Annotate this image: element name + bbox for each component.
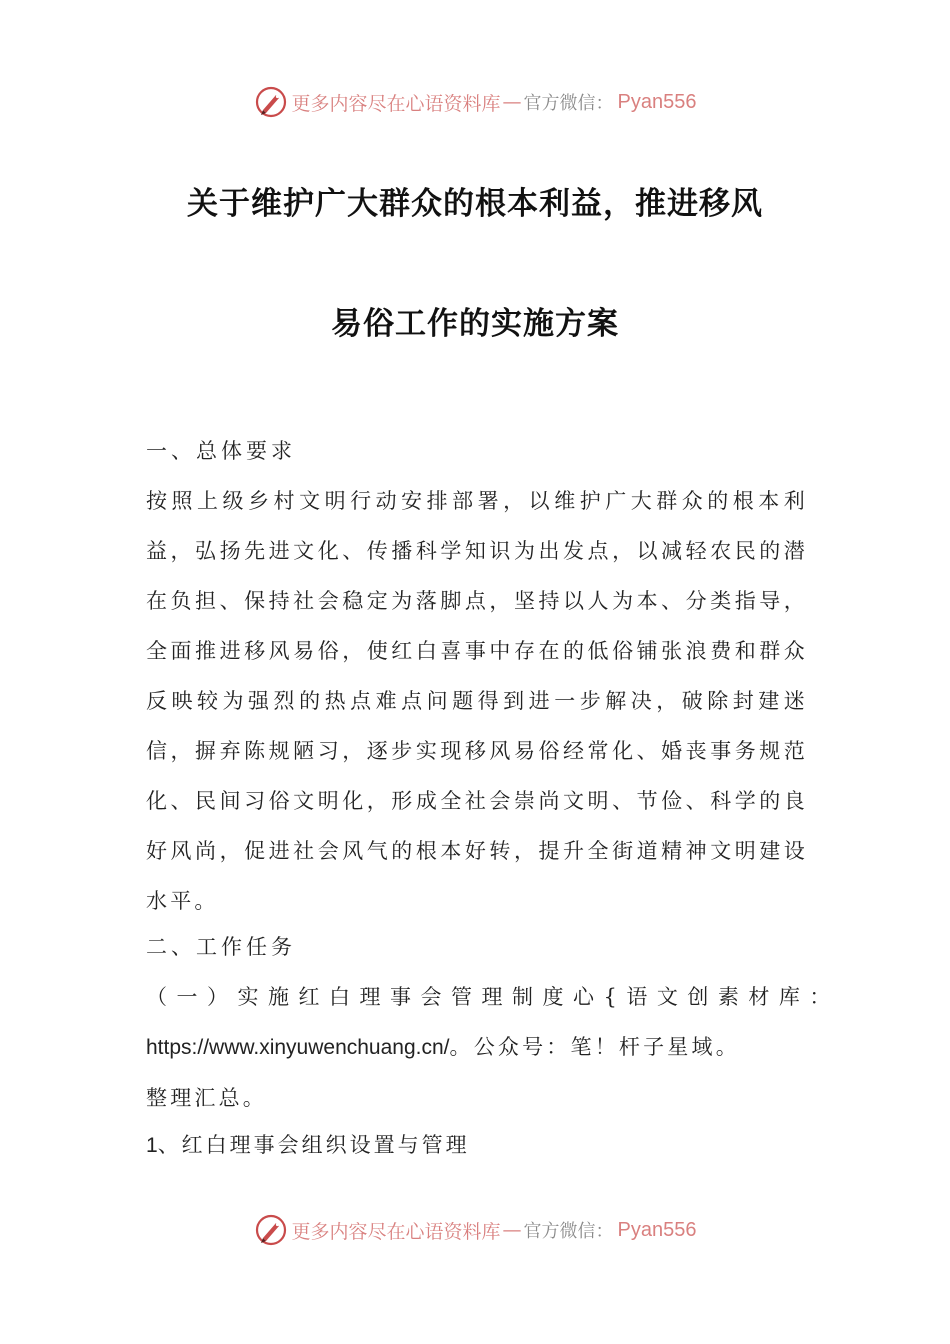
item-1-text: 、红白理事会组织设置与管理 [157,1133,470,1157]
banner-wechat-id: Pyan556 [617,1218,697,1241]
subsection-1-url[interactable]: https://www.xinyuwenchuang.cn/ [146,1036,450,1059]
banner-wechat-id: Pyan556 [617,90,697,113]
section-2-heading: 二、工作任务 [146,935,296,959]
banner-text: 更多内容尽在心语资料库 [291,1220,501,1243]
section-1-body: 按照上级乡村文明行动安排部署，以维护广大群众的根本利益，弘扬先进文化、传播科学知识为出发点，以减轻农民的潜在负担、保持社会稳定为落脚点，坚持以人为本、分类指导，全面推进移风易俗，使红白喜事中存在的低俗铺张浪费和群众反映较为强烈的热点难点问题得到进一步解决，破除封建迷信，摒弃陈规陋习，逐步实现移风易俗经常化、婚丧事务规范化、民间习俗文明化，形成全社会崇尚文明、节俭、科学的良好风尚，促进社会风气的根本好转，提升全街道精神文明建设水平。 [146,489,808,913]
footer-watermark-banner [0,1208,950,1252]
pen-logo-icon [254,85,288,119]
banner-dash: — [502,91,522,113]
pen-logo-icon [254,1213,288,1247]
item-1-number: 1 [146,1134,158,1157]
item-1 [146,1120,808,1171]
banner-dash: — [502,1219,522,1241]
subsection-1-line-3: 整理汇总。 [146,1086,267,1110]
document-title-line-2: 易俗工作的实施方案 [331,306,619,342]
document-title-line-1: 关于维护广大群众的根本利益，推进移风 [187,186,763,222]
section-1-heading: 一、总体要求 [146,439,296,463]
banner-official-label: 官方微信： [523,93,614,114]
subsection-1 [146,972,840,1123]
subsection-1-line-2-rest: 。公众号：笔！杆子星域。 [449,1035,740,1059]
header-watermark-banner [0,80,950,124]
banner-text: 更多内容尽在心语资料库 [291,92,501,115]
banner-official-label: 官方微信： [523,1221,614,1242]
subsection-1-line-1: （一）实施红白理事会管理制度心{语文创素材库： [146,985,840,1009]
